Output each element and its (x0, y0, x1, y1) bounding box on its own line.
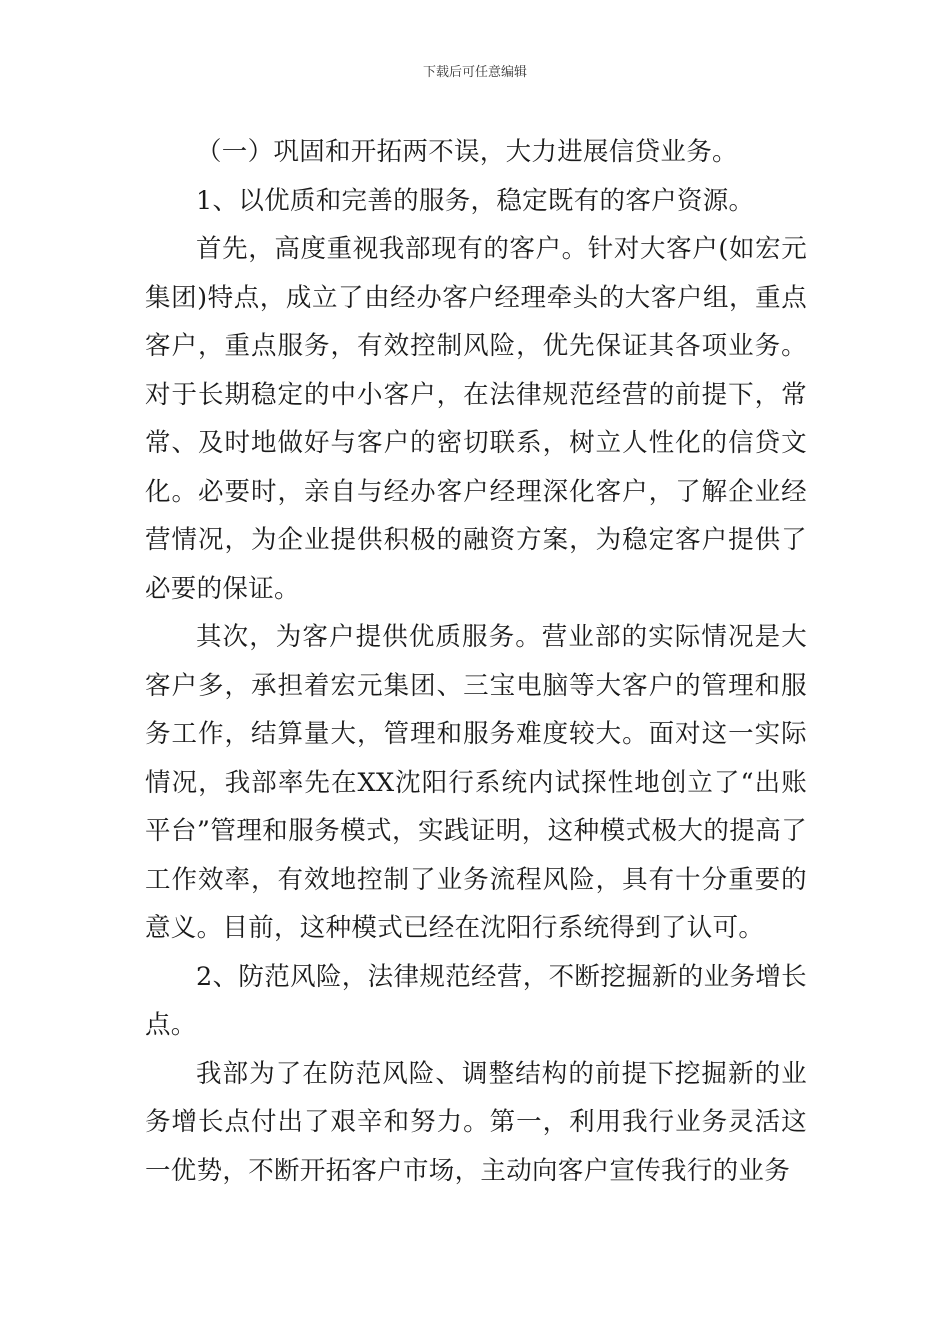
section-heading: （一）巩固和开拓两不误，大力进展信贷业务。 (196, 137, 738, 167)
paragraph-second: 其次，为客户提供优质服务。营业部的实际情况是大客户多，承担着宏元集团、三宝电脑等大客户的管理和服务工作，结算量大，管理和服务难度较大。面对这一实际情况，我部率先在XX沈阳行系统内试探性地创立了“出账平台”管理和服务模式，实践证明，这种模式极大的提高了工作效率，有效地控制了业务流程风险，具有十分重要的意义。目前，这种模式已经在沈阳行系统得到了认可。 (145, 622, 807, 943)
document-body (145, 128, 807, 1195)
subsection-heading-1: 1、以优质和完善的服务，稳定既有的客户资源。 (196, 185, 755, 216)
paragraph-first: 首先，高度重视我部现有的客户。针对大客户(如宏元集团)特点，成立了由经办客户经理牵头的大客户组，重点客户，重点服务，有效控制风险，优先保证其各项业务。对于长期稳定的中小客户，在法律规范经营的前提下，常常、及时地做好与客户的密切联系，树立人性化的信贷文化。必要时，亲自与经办客户经理深化客户，了解企业经营情况，为企业提供积极的融资方案，为稳定客户提供了必要的保证。 (145, 234, 807, 604)
page-header: 下载后可任意编辑 (422, 65, 527, 80)
subsection-heading-2: 2、防范风险，法律规范经营，不断挖掘新的业务增长点。 (145, 961, 807, 1040)
paragraph-third: 我部为了在防范风险、调整结构的前提下挖掘新的业务增长点付出了艰辛和努力。第一，利用我行业务灵活这一优势，不断开拓客户市场，主动向客户宣传我行的业务 (145, 1058, 807, 1186)
